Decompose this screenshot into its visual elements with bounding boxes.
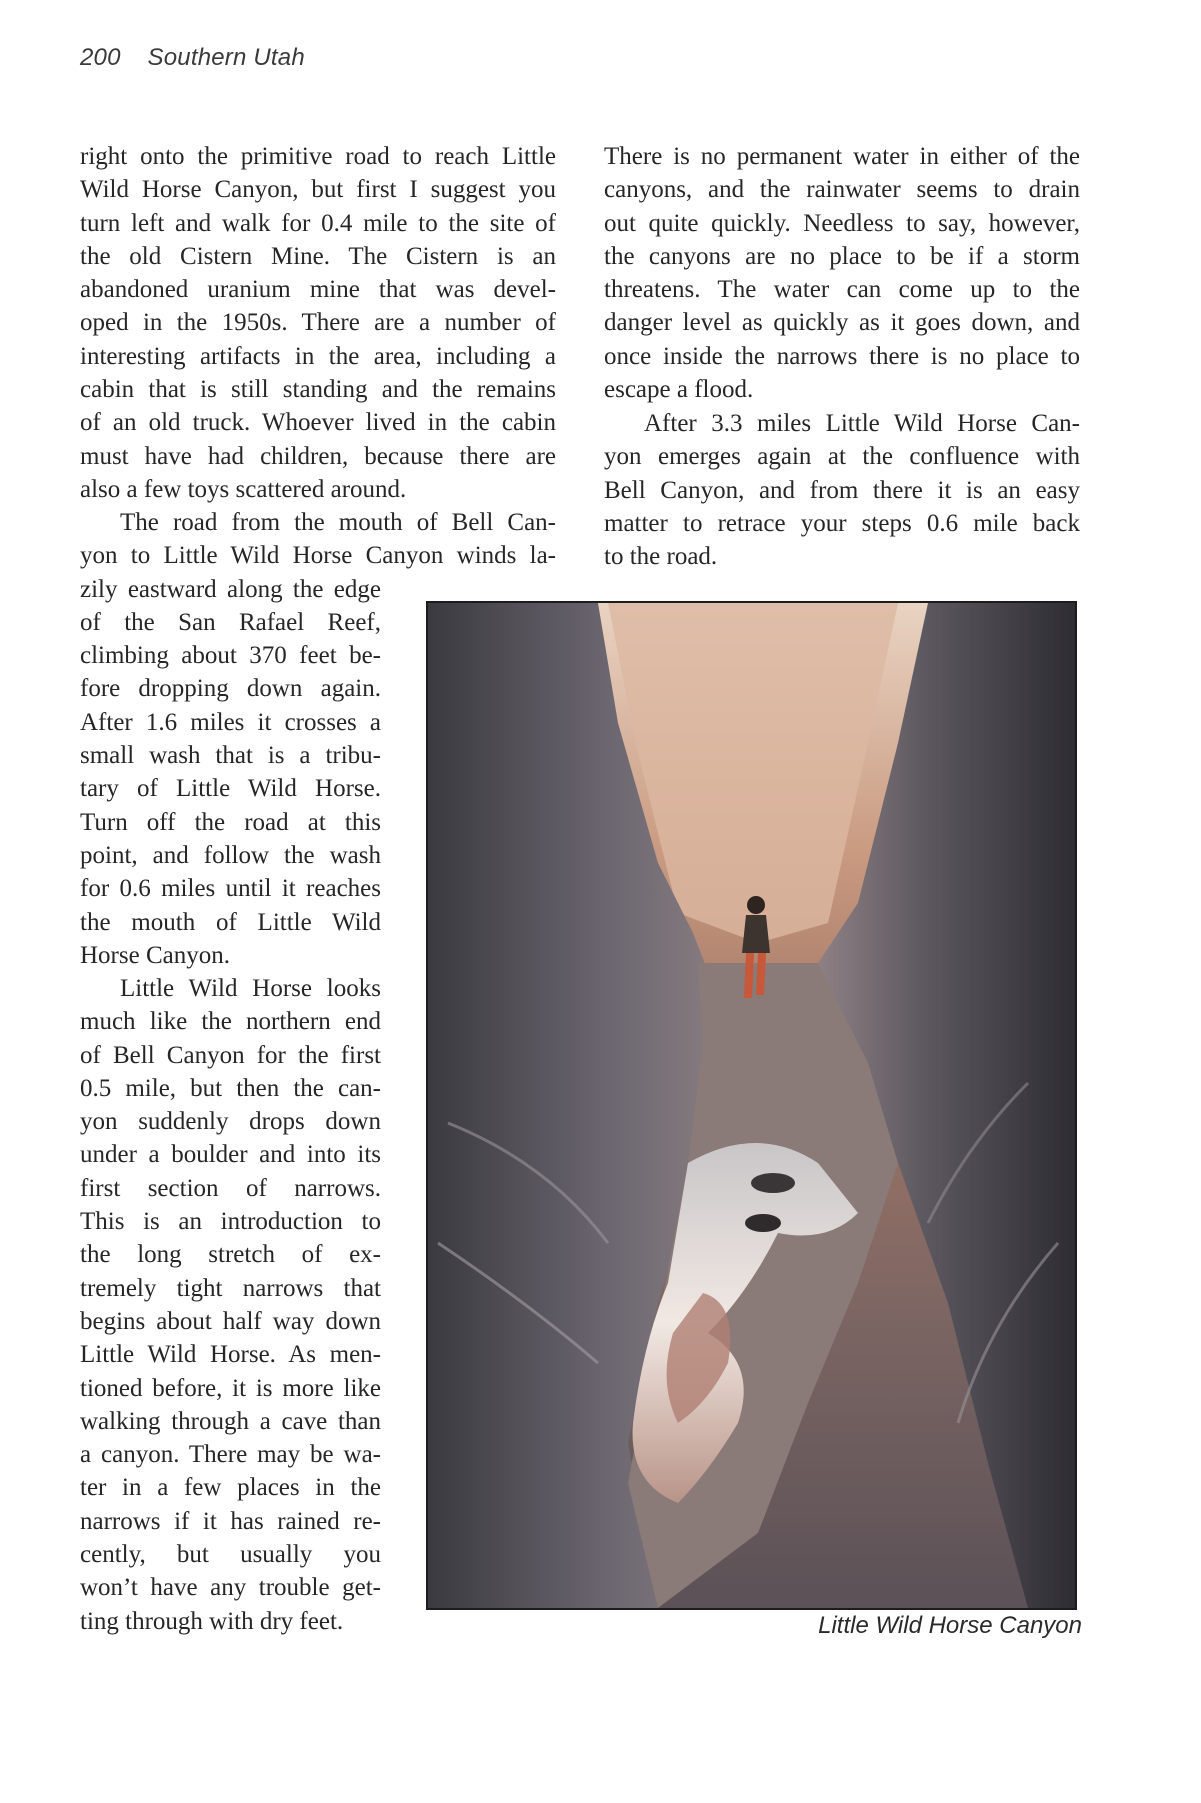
text-line: much like the northern end (80, 1008, 381, 1036)
text-line: of an old truck. Whoever lived in the cabin (80, 409, 556, 437)
text-line: cently, but usually you (80, 1541, 381, 1569)
text-line: point, and follow the wash (80, 841, 381, 869)
text-line: a canyon. There may be wa- (80, 1441, 381, 1469)
text-line: walking through a cave than (80, 1407, 381, 1435)
text-line: After 1.6 miles it crosses a (80, 708, 381, 736)
left-paragraph-3 (80, 972, 381, 1638)
text-line: of the San Rafael Reef, (80, 608, 381, 636)
text-line: small wash that is a tribu- (80, 742, 381, 770)
text-line: once inside the narrows there is no place to (604, 342, 1080, 370)
text-line: ter in a few places in the (80, 1474, 381, 1502)
running-title: Southern Utah (147, 44, 305, 71)
text-line: first section of narrows. (80, 1174, 381, 1202)
running-header (80, 44, 305, 72)
text-line: climbing about 370 feet be- (80, 642, 381, 670)
text-line: abandoned uranium mine that was devel- (80, 276, 556, 304)
text-line: yon suddenly drops down (80, 1108, 381, 1136)
left-paragraph-1 (80, 140, 556, 506)
text-line: Horse Canyon. (80, 941, 230, 969)
text-line: turn left and walk for 0.4 mile to the site of (80, 209, 556, 237)
right-paragraph-1 (604, 140, 1080, 406)
text-line: the mouth of Little Wild (80, 908, 381, 936)
text-line: danger level as quickly as it goes down, and (604, 309, 1080, 337)
photo-caption: Little Wild Horse Canyon (818, 1612, 1082, 1639)
right-paragraph-2 (604, 407, 1080, 573)
text-line: tary of Little Wild Horse. (80, 775, 381, 803)
text-line: escape a flood. (604, 376, 754, 404)
text-line: the long stretch of ex- (80, 1241, 381, 1269)
text-line: ting through with dry feet. (80, 1607, 344, 1635)
text-line: the canyons are no place to be if a storm (604, 242, 1080, 270)
text-line: 0.5 mile, but then the can- (80, 1074, 381, 1102)
text-line: The road from the mouth of Bell Can- (120, 509, 556, 536)
text-line: Little Wild Horse looks (120, 975, 381, 1002)
text-line: won’t have any trouble get- (80, 1574, 381, 1602)
text-line: out quite quickly. Needless to say, however, (604, 209, 1080, 237)
text-line: the old Cistern Mine. The Cistern is an (80, 242, 556, 270)
text-line: also a few toys scattered around. (80, 475, 407, 503)
text-line: matter to retrace your steps 0.6 mile back (604, 509, 1080, 537)
text-line: begins about half way down (80, 1307, 381, 1335)
text-line: must have had children, because there are (80, 442, 556, 470)
text-line: There is no permanent water in either of the (604, 143, 1080, 170)
text-line: right onto the primitive road to reach Little (80, 143, 556, 170)
text-line: This is an introduction to (80, 1208, 381, 1236)
boulder (751, 1173, 795, 1193)
text-line: for 0.6 miles until it reaches (80, 875, 381, 903)
text-line: Turn off the road at this (80, 808, 381, 836)
text-line: to the road. (604, 543, 718, 571)
text-line: oped in the 1950s. There are a number of (80, 309, 556, 337)
text-line: fore dropping down again. (80, 675, 381, 703)
text-line: Wild Horse Canyon, but first I suggest you (80, 176, 556, 204)
text-line: tioned before, it is more like (80, 1374, 381, 1402)
text-line: under a boulder and into its (80, 1141, 381, 1169)
text-line: zily eastward along the edge (80, 575, 381, 603)
text-line: interesting artifacts in the area, including a (80, 342, 556, 370)
text-line: narrows if it has rained re- (80, 1507, 381, 1535)
text-line: tremely tight narrows that (80, 1274, 381, 1302)
canyon-photo (426, 601, 1077, 1610)
boulder (745, 1214, 781, 1232)
text-line: yon to Little Wild Horse Canyon winds la- (80, 542, 556, 570)
text-line: threatens. The water can come up to the (604, 276, 1080, 304)
text-line: cabin that is still standing and the remains (80, 376, 556, 404)
text-line: After 3.3 miles Little Wild Horse Can- (644, 410, 1080, 437)
text-line: canyons, and the rainwater seems to drain (604, 176, 1080, 204)
text-line: Bell Canyon, and from there it is an easy (604, 476, 1080, 504)
text-line: yon emerges again at the confluence with (604, 443, 1080, 471)
text-line: of Bell Canyon for the first (80, 1041, 381, 1069)
text-line: Little Wild Horse. As men- (80, 1341, 381, 1369)
page-number: 200 (80, 44, 121, 71)
